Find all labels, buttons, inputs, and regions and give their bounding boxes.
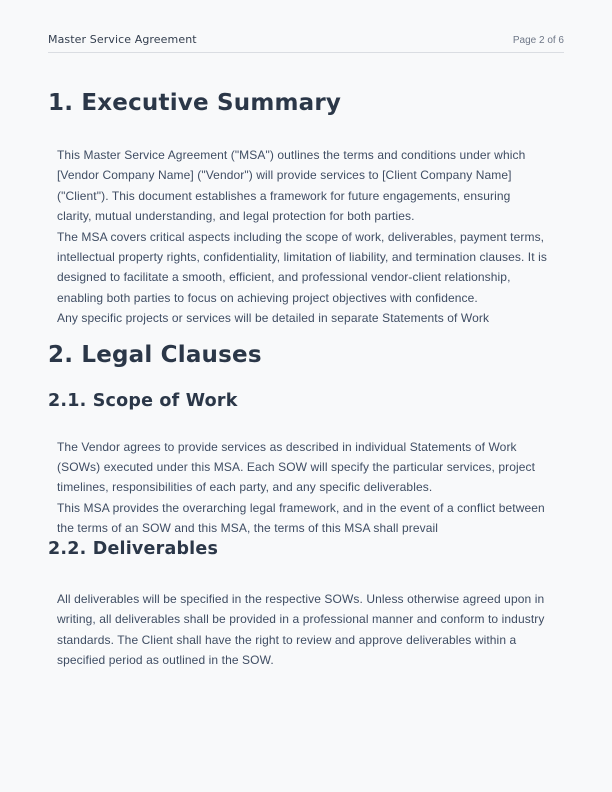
heading-legal-clauses: 2. Legal Clauses [48, 341, 262, 368]
page-header [48, 0, 564, 53]
deliverables-body [57, 589, 547, 671]
paragraph: Any specific projects or services will be detailed in separate Statements of Work [57, 311, 490, 326]
scope-of-work-body [57, 437, 547, 539]
heading-deliverables: 2.2. Deliverables [48, 538, 219, 559]
paragraph: This MSA provides the overarching legal framework, and in the event of a conflict between the terms of an SOW and this MSA, the terms of this MSA shall prevail [57, 500, 545, 536]
page-number: Page 2 of 6 [512, 35, 564, 46]
paragraph: The Vendor agrees to provide services as described in individual Statements of Work (SOWs) executed under this MSA. Each SOW will specify the particular services, project timelines, responsibilities of each party, and any specific deliverables. [57, 439, 536, 495]
paragraph: This Master Service Agreement ("MSA") outlines the terms and conditions under which [Vendor Company Name] ("Vendor") will provide services to [Client Company Name] ("Client"). This document establishes a framework for future engagements, ensuring clarity, mutual understanding, and legal protection for both parties. [57, 148, 526, 224]
document-title: Master Service Agreement [48, 33, 197, 46]
heading-scope-of-work: 2.1. Scope of Work [48, 390, 238, 411]
paragraph: All deliverables will be specified in the respective SOWs. Unless otherwise agreed upon in writing, all deliverables shall be provided in a professional manner and conform to industry standards. The Client shall have the right to review and approve deliverables within a specified period as outlined in the SOW. [57, 591, 545, 667]
heading-executive-summary: 1. Executive Summary [48, 90, 342, 116]
executive-summary-body [57, 145, 547, 329]
paragraph: The MSA covers critical aspects including the scope of work, deliverables, payment terms, intellectual property rights, confidentiality, limitation of liability, and termination clauses. It is designed to facilitate a smooth, efficient, and professional vendor-client relationship, enabling both parties to focus on achieving project objectives with confidence. [57, 229, 547, 305]
